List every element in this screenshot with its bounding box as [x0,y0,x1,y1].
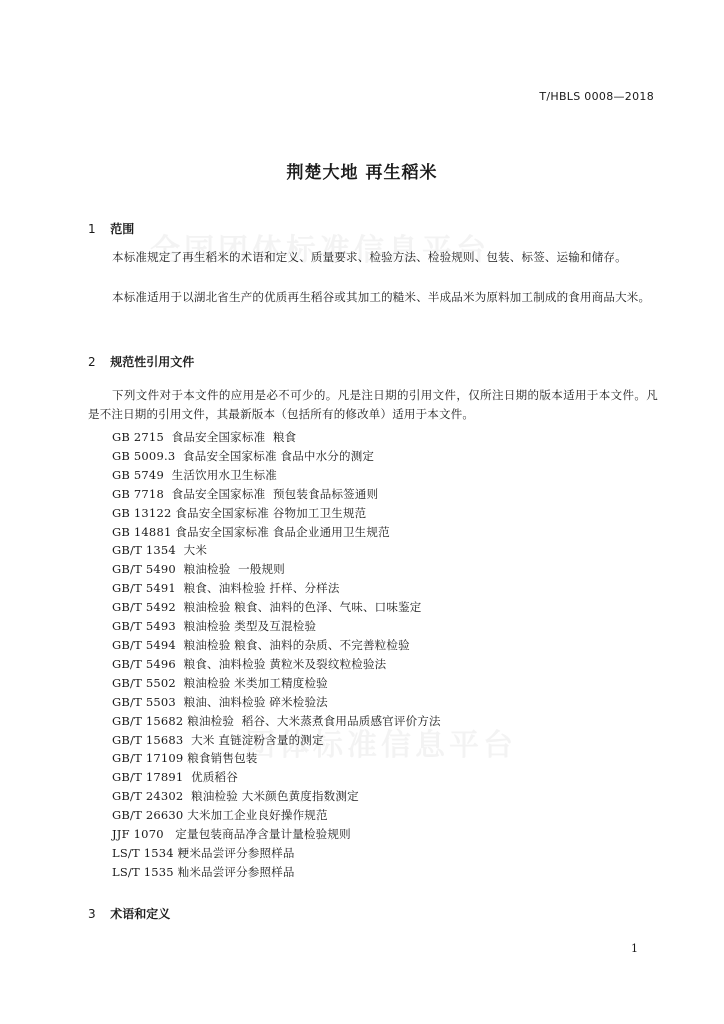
section-number: 2 [88,355,96,369]
section-title: 范围 [110,222,135,236]
reference-item: JJF 1070 定量包装商品净含量计量检验规则 [112,827,351,842]
section-title: 术语和定义 [110,907,171,921]
reference-item: GB/T 5502 粮油检验 米类加工精度检验 [112,675,328,690]
reference-item: GB/T 26630 大米加工企业良好操作规范 [112,808,328,823]
reference-item: GB/T 5490 粮油检验 一般规则 [112,562,285,577]
reference-item: GB/T 5493 粮油检验 类型及互混检验 [112,619,317,634]
reference-item: GB/T 5494 粮油检验 粮食、油料的杂质、不完善粒检验 [112,637,410,652]
reference-item: GB 13122 食品安全国家标准 谷物加工卫生规范 [112,505,367,520]
scope-paragraph-1: 本标准规定了再生稻米的术语和定义、质量要求、检验方法、检验规则、包装、标签、运输和储存。 [112,250,627,264]
references-intro-paragraph: 下列文件对于本文件的应用是必不可少的。凡是注日期的引用文件，仅所注日期的版本适用于本文件。凡是不注日期的引用文件，其最新版本（包括所有的修改单）适用于本文件。 [88,388,658,421]
section-1-heading [88,220,134,237]
reference-item: GB/T 1354 大米 [112,543,208,558]
reference-item: GB 7718 食品安全国家标准 预包装食品标签通则 [112,486,379,501]
reference-item: LS/T 1534 粳米品尝评分参照样品 [112,845,295,860]
reference-item: LS/T 1535 籼米品尝评分参照样品 [112,864,295,879]
scope-paragraph-2: 本标准适用于以湖北省生产的优质再生稻谷或其加工的糙米、半成品米为原料加工制成的食用商品大米。 [112,290,651,304]
section-3-heading [88,905,170,922]
document-title: 荆楚大地 再生稻米 [286,163,438,183]
section-title: 规范性引用文件 [110,355,195,369]
reference-item: GB/T 17891 优质稻谷 [112,770,238,785]
reference-item: GB/T 5503 粮油、油料检验 碎米检验法 [112,694,328,709]
reference-item: GB 2715 食品安全国家标准 粮食 [112,430,297,444]
section-number: 3 [88,907,96,921]
normative-references-list [112,428,441,882]
reference-item: GB/T 5492 粮油检验 粮食、油料的色泽、气味、口味鉴定 [112,600,422,615]
reference-item: GB/T 5491 粮食、油料检验 扦样、分样法 [112,581,340,596]
standard-number: T/HBLS 0008—2018 [539,90,654,103]
reference-item: GB/T 17109 粮食销售包装 [112,751,258,766]
reference-item: GB/T 24302 粮油检验 大米颜色黄度指数测定 [112,789,359,804]
section-2-heading [88,353,194,370]
reference-item: GB/T 15683 大米 直链淀粉含量的测定 [112,732,324,747]
reference-item: GB/T 15682 粮油检验 稻谷、大米蒸煮食用品质感官评价方法 [112,713,441,728]
section-number: 1 [88,222,96,236]
reference-item: GB 14881 食品安全国家标准 食品企业通用卫生规范 [112,524,390,539]
page-number: 1 [631,942,638,955]
reference-item: GB 5749 生活饮用水卫生标准 [112,467,277,482]
reference-item: GB/T 5496 粮食、油料检验 黄粒米及裂纹粒检验法 [112,656,387,671]
reference-item: GB 5009.3 食品安全国家标准 食品中水分的测定 [112,448,375,463]
